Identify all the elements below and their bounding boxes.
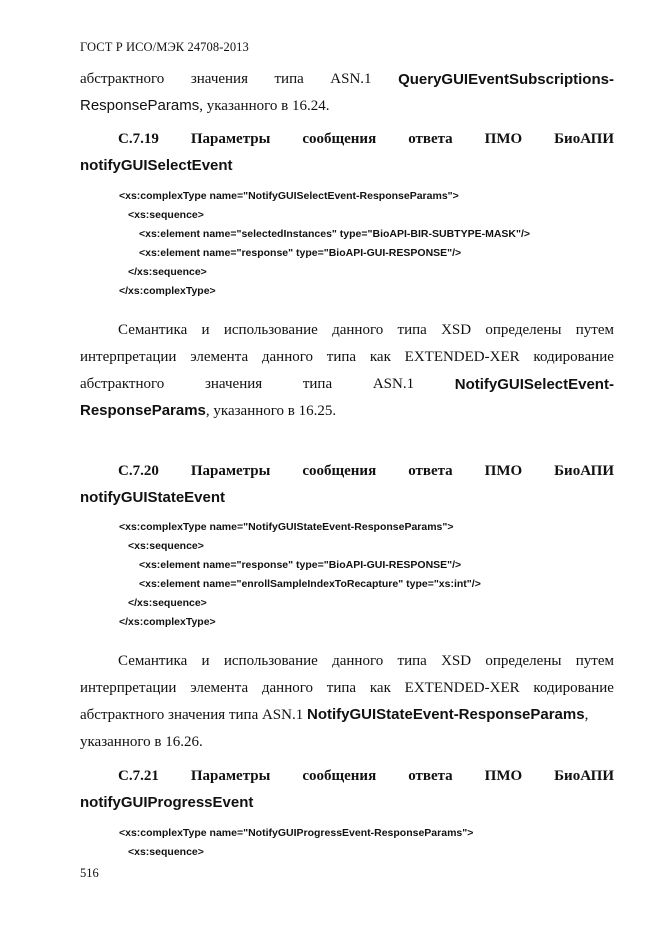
word: XSD <box>441 322 472 338</box>
word: элемента <box>190 680 249 696</box>
code-line: </xs:sequence> <box>128 266 207 278</box>
word: кодирование <box>533 680 614 696</box>
word: и <box>201 322 210 338</box>
word: значения <box>204 376 263 392</box>
word: данного <box>332 653 384 669</box>
intro-line-2 <box>80 97 614 115</box>
page-number: 516 <box>80 866 99 880</box>
word: данного <box>261 349 314 365</box>
section-number: С.7.21 <box>118 768 159 784</box>
code-line: <xs:complexType name="NotifyGUIProgressEvent-ResponseParams"> <box>119 827 474 839</box>
word: путем <box>575 322 614 338</box>
word: как <box>369 349 391 365</box>
word: ASN.1 <box>330 71 372 87</box>
xsd-code-block <box>119 824 473 862</box>
word: Семантика <box>118 653 188 669</box>
word: XSD <box>441 653 472 669</box>
word: путем <box>575 653 614 669</box>
word: определены <box>485 322 562 338</box>
code-line: <xs:element name="enrollSampleIndexToRecapture" type="xs:int"/> <box>139 578 481 590</box>
word: абстрактного <box>80 71 165 87</box>
word: и <box>201 653 210 669</box>
word: типа <box>326 680 357 696</box>
code-line: <xs:element name="response" type="BioAPI-GUI-RESPONSE"/> <box>139 247 462 259</box>
word: сообщения <box>302 768 377 784</box>
para-line <box>80 680 614 697</box>
intro-line-1 <box>80 71 614 88</box>
word: EXTENDED-XER <box>404 349 520 365</box>
section-heading-c7-20 <box>80 463 614 506</box>
para-line <box>80 376 614 393</box>
word: абстрактного <box>80 376 165 392</box>
word: использование <box>223 322 318 338</box>
para-line <box>80 349 614 366</box>
word: типа <box>326 349 357 365</box>
running-header: ГОСТ Р ИСО/МЭК 24708-2013 <box>80 40 249 54</box>
word: ответа <box>408 768 453 784</box>
word: БиоАПИ <box>554 131 614 147</box>
para-line <box>80 653 614 670</box>
word: Параметры <box>190 131 271 147</box>
message-name: notifyGUIStateEvent <box>80 489 226 506</box>
message-name: notifyGUIProgressEvent <box>80 794 254 811</box>
word: данного <box>261 680 314 696</box>
section-number: С.7.20 <box>118 463 159 479</box>
type-name: ResponseParams <box>80 97 200 114</box>
word: ASN.1 <box>372 376 415 392</box>
word: сообщения <box>302 131 377 147</box>
word: ПМО <box>484 463 523 479</box>
word: EXTENDED-XER <box>404 680 520 696</box>
code-line: <xs:element name="response" type="BioAPI-GUI-RESPONSE"/> <box>139 559 462 571</box>
word: ПМО <box>484 768 523 784</box>
reference-text: указанного в 16.26. <box>80 734 203 750</box>
word: типа <box>397 653 427 669</box>
type-name: QueryGUIEventSubscriptions- <box>398 71 614 88</box>
type-name: NotifyGUIStateEvent-ResponseParams <box>307 706 585 723</box>
message-name: notifyGUISelectEvent <box>80 157 233 174</box>
punctuation: , <box>584 707 589 723</box>
reference-text: , указанного в 16.25. <box>205 403 337 419</box>
word: ПМО <box>484 131 523 147</box>
word: Параметры <box>190 768 271 784</box>
word: ответа <box>408 463 453 479</box>
word: БиоАПИ <box>554 768 614 784</box>
code-line: </xs:complexType> <box>119 616 216 628</box>
text: абстрактного значения типа ASN.1 <box>80 707 304 723</box>
para-line <box>80 322 614 339</box>
code-line: </xs:complexType> <box>119 285 216 297</box>
section-number: С.7.19 <box>118 131 159 147</box>
word: типа <box>274 71 304 87</box>
section-heading-c7-19 <box>80 131 614 174</box>
word: как <box>369 680 391 696</box>
code-line: <xs:sequence> <box>128 209 204 221</box>
word: значения <box>190 71 248 87</box>
code-line: <xs:sequence> <box>128 846 204 858</box>
word: определены <box>485 653 562 669</box>
para-line <box>80 402 614 420</box>
word: интерпретации <box>80 680 177 696</box>
word: интерпретации <box>80 349 177 365</box>
code-line: <xs:complexType name="NotifyGUIStateEvent-ResponseParams"> <box>119 521 454 533</box>
para-line <box>80 706 614 724</box>
reference-text: , указанного в 16.24. <box>199 98 330 114</box>
para-line <box>80 734 614 751</box>
code-line: <xs:complexType name="NotifyGUISelectEvent-ResponseParams"> <box>119 190 459 202</box>
word: Семантика <box>118 322 188 338</box>
xsd-code-block <box>119 518 481 632</box>
word: данного <box>332 322 384 338</box>
word: кодирование <box>533 349 614 365</box>
code-line: <xs:element name="selectedInstances" type="BioAPI-BIR-SUBTYPE-MASK"/> <box>139 228 531 240</box>
type-name: ResponseParams <box>80 402 206 419</box>
type-name: NotifyGUISelectEvent- <box>454 376 614 393</box>
word: ответа <box>408 131 453 147</box>
word: сообщения <box>302 463 377 479</box>
section-heading-c7-21 <box>80 768 614 811</box>
word: Параметры <box>190 463 271 479</box>
code-line: </xs:sequence> <box>128 597 207 609</box>
word: элемента <box>190 349 249 365</box>
word: типа <box>397 322 427 338</box>
xsd-code-block <box>119 187 530 301</box>
word: использование <box>223 653 318 669</box>
word: БиоАПИ <box>554 463 614 479</box>
word: типа <box>302 376 333 392</box>
code-line: <xs:sequence> <box>128 540 204 552</box>
